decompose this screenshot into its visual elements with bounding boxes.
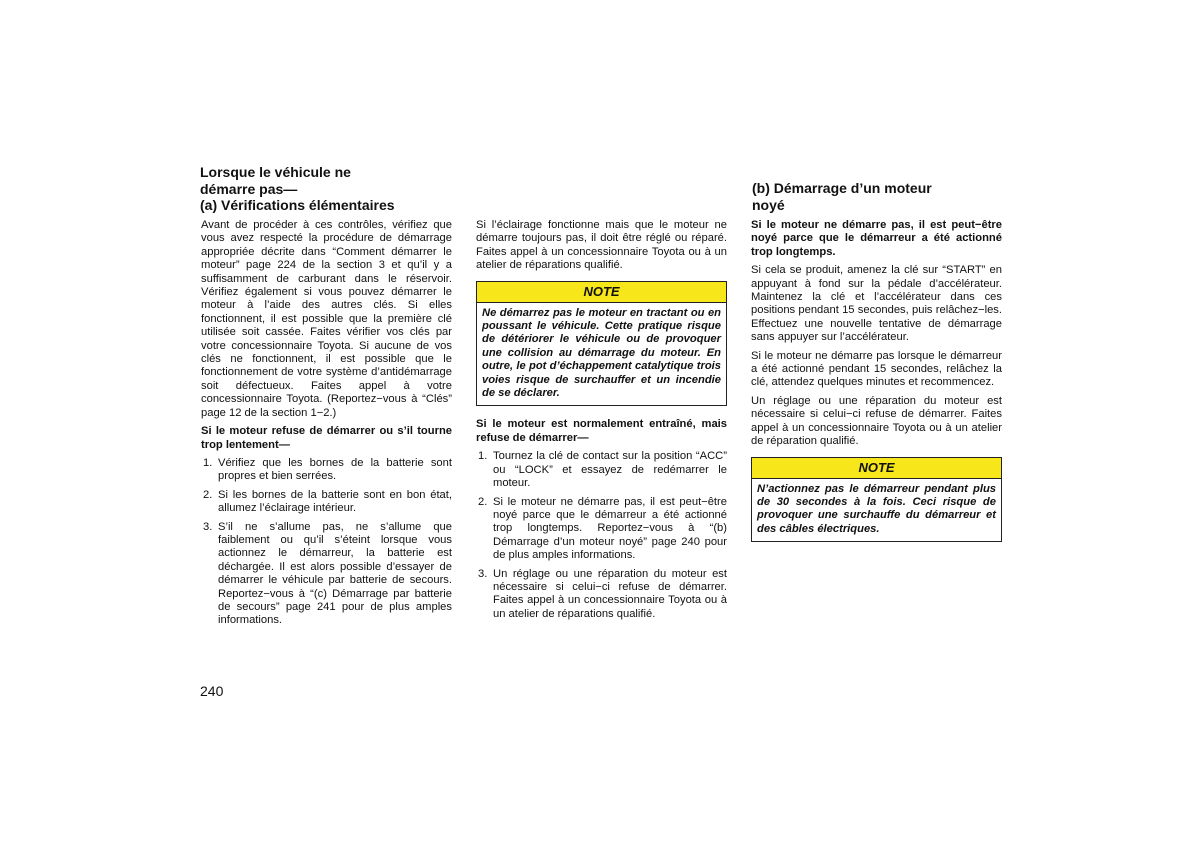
list-item: 1. Vérifiez que les bornes de la batterie sont propres et bien serrées.	[203, 456, 452, 483]
note-box-1	[476, 281, 727, 407]
note-text: Ne démarrez pas le moteur en tractant ou en poussant le véhicule. Cette pratique risque de détériorer le véhicule ou de provoquer une collision au démarrage du moteur. En outre, le pot d’échappement catalytique trois voies risque de surchauffer et un incendie de se déclarer.	[482, 306, 721, 400]
intro-paragraph: Avant de procéder à ces contrôles, vérifiez que vous avez respecté la procédure de démarrage appropriée décrite dans “Comment démarrer le moteur” page 224 de la section 3 et qu’il y a suffisamment de carburant dans le réservoir. Vérifiez également si vous pouvez démarrer le moteur à l’aide des autres clés. Si elles fonctionnent, il est possible que la première clé utilisée soit cassée. Faites vérifier vos clés par votre concessionnaire Toyota. Si aucune de vos clés ne fonctionnent, il est possible que le fonctionnement de votre système d’antidémarrage soit défectueux. Faites appel à votre concessionnaire Toyota. (Reportez−vous à “Clés” page 12 de la section 1−2.)	[201, 219, 452, 419]
note-text: N’actionnez pas le démarreur pendant plus de 30 secondes à la fois. Ceci risque de provoquer une surchauffe du démarreur et des câbles électriques.	[757, 482, 996, 535]
list-item: 3. S’il ne s’allume pas, ne s’allume que faiblement ou qu’il s’éteint lorsque vous actionnez le démarreur, la batterie est déchargée. Il est alors possible d’essayer de démarrer le véhicule par batterie de secours. Reportez−vous à “(c) Démarrage par batterie de secours” page 241 pour de plus amples informations.	[203, 520, 452, 627]
heading-line-2: noyé	[752, 196, 785, 213]
heading-line-3: (a) Vérifications élémentaires	[200, 197, 395, 213]
heading-line-2: démarre pas—	[200, 180, 298, 197]
flooded-engine-intro: Si le moteur ne démarre pas, il est peut−être noyé parce que le démarreur a été actionné trop longtemps.	[751, 219, 1002, 258]
note-title: NOTE	[477, 282, 726, 303]
column-1	[201, 219, 452, 633]
list-item: 3. Un réglage ou une réparation du moteur est nécessaire si celui−ci refuse de démarrer. Faites appel à un concessionnaire Toyota ou à un atelier de réparations qualifié.	[478, 567, 727, 620]
intro-paragraph-2: Si l’éclairage fonctionne mais que le moteur ne démarre toujours pas, il doit être réglé ou réparé. Faites appel à un concessionnaire Toyota ou à un atelier de réparations qualifié.	[476, 219, 727, 272]
note-title: NOTE	[752, 458, 1001, 479]
column-3	[751, 219, 1002, 554]
column-2	[476, 219, 727, 626]
paragraph-2: Si le moteur ne démarre pas lorsque le démarreur a été actionné pendant 15 secondes, relâchez la clé, attendez quelques minutes et recommencez.	[751, 349, 1002, 389]
list-item: 2. Si le moteur ne démarre pas, il est peut−être noyé parce que le démarreur a été actionné trop longtemps. Reportez−vous à “(b) Démarrage d’un moteur noyé” page 240 pour de plus amples informations.	[478, 495, 727, 562]
steps-list-2	[476, 450, 727, 621]
list-item: 1. Tournez la clé de contact sur la position “ACC” ou “LOCK” et essayez de redémarrer le moteur.	[478, 450, 727, 490]
steps-list-1	[201, 457, 452, 628]
page-number: 240	[200, 683, 224, 699]
subheading-slow-crank: Si le moteur refuse de démarrer ou s’il tourne trop lentement—	[201, 425, 452, 451]
note-box-2	[751, 457, 1002, 543]
section-heading-b	[752, 180, 1002, 213]
heading-line-1: Lorsque le véhicule ne	[200, 164, 351, 180]
paragraph-1: Si cela se produit, amenez la clé sur “START” en appuyant à fond sur la pédale d’accélérateur. Maintenez la clé et l’accélérateur dans ces positions pendant 15 secondes, puis relâchez−les. Effectuez une nouvelle tentative de démarrage sans appuyer sur l’accélérateur.	[751, 264, 1002, 344]
list-item: 2. Si les bornes de la batterie sont en bon état, allumez l’éclairage intérieur.	[203, 488, 452, 515]
heading-line-1: (b) Démarrage d’un moteur	[752, 180, 932, 196]
paragraph-3: Un réglage ou une réparation du moteur est nécessaire si celui−ci refuse de démarrer. Faites appel à un concessionnaire Toyota ou à un atelier de réparation qualifié.	[751, 394, 1002, 448]
subheading-no-start: Si le moteur est normalement entraîné, mais refuse de démarrer—	[476, 418, 727, 444]
section-heading-a	[200, 164, 450, 214]
